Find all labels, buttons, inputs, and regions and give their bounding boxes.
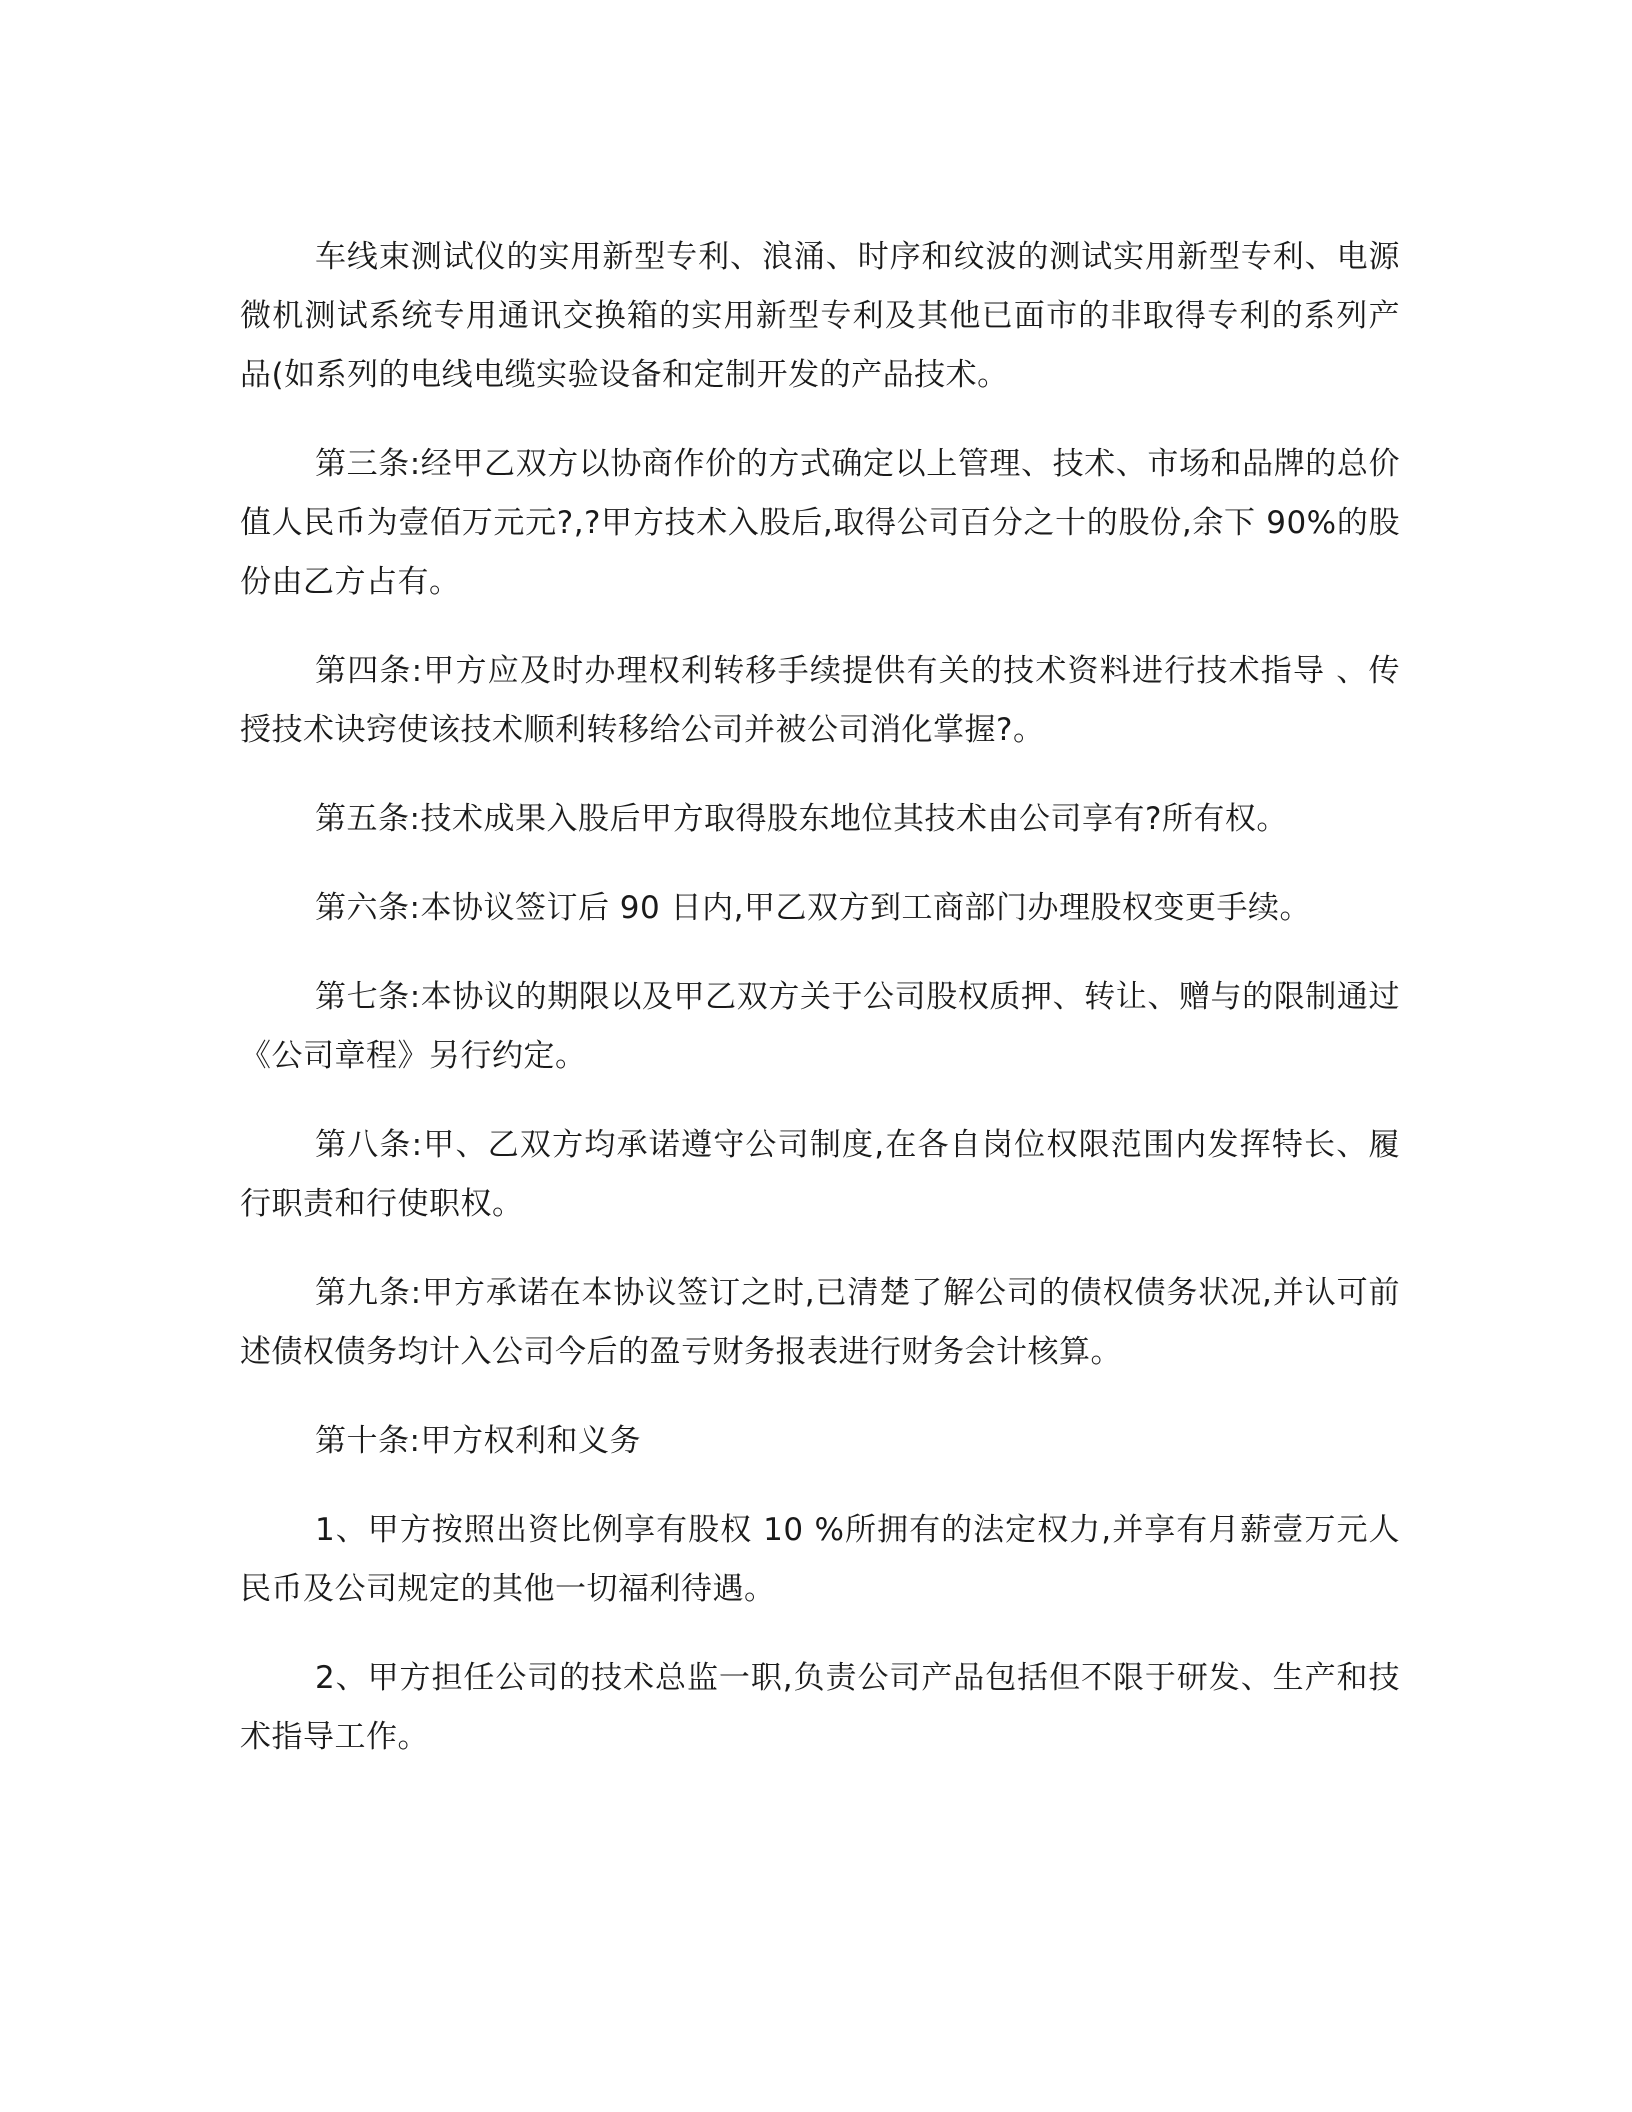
paragraph-item-1: 1、甲方按照出资比例享有股权 10 %所拥有的法定权力,并享有月薪壹万元人民币及公司规定的其他一切福利待遇。 bbox=[240, 1512, 1400, 1607]
paragraph-article-3: 第三条:经甲乙双方以协商作价的方式确定以上管理、技术、市场和品牌的总价值人民币为壹佰万元元?,?甲方技术入股后,取得公司百分之十的股份,余下 90%的股份由乙方占有。 bbox=[240, 446, 1400, 600]
paragraph-article-10: 第十条:甲方权利和义务 bbox=[315, 1423, 641, 1459]
paragraph-article-9: 第九条:甲方承诺在本协议签订之时,已清楚了解公司的债权债务状况,并认可前述债权债务均计入公司今后的盈亏财务报表进行财务会计核算。 bbox=[240, 1275, 1400, 1370]
paragraph-patents: 车线束测试仪的实用新型专利、浪涌、时序和纹波的测试实用新型专利、电源微机测试系统专用通讯交换箱的实用新型专利及其他已面市的非取得专利的系列产品(如系列的电线电缆实验设备和定制开发的产品技术。 bbox=[240, 239, 1400, 393]
paragraph-article-6: 第六条:本协议签订后 90 日内,甲乙双方到工商部门办理股权变更手续。 bbox=[315, 890, 1311, 926]
paragraph-article-4: 第四条:甲方应及时办理权利转移手续提供有关的技术资料进行技术指导 、传授技术诀窍使该技术顺利转移给公司并被公司消化掌握?。 bbox=[240, 653, 1400, 748]
paragraph-article-7: 第七条:本协议的期限以及甲乙双方关于公司股权质押、转让、赠与的限制通过《公司章程》另行约定。 bbox=[240, 979, 1400, 1074]
paragraph-article-8: 第八条:甲、乙双方均承诺遵守公司制度,在各自岗位权限范围内发挥特长、履行职责和行使职权。 bbox=[240, 1127, 1400, 1222]
paragraph-article-5: 第五条:技术成果入股后甲方取得股东地位其技术由公司享有?所有权。 bbox=[315, 801, 1288, 837]
document-body bbox=[240, 228, 1400, 1797]
paragraph-item-2: 2、甲方担任公司的技术总监一职,负责公司产品包括但不限于研发、生产和技术指导工作。 bbox=[240, 1660, 1400, 1755]
